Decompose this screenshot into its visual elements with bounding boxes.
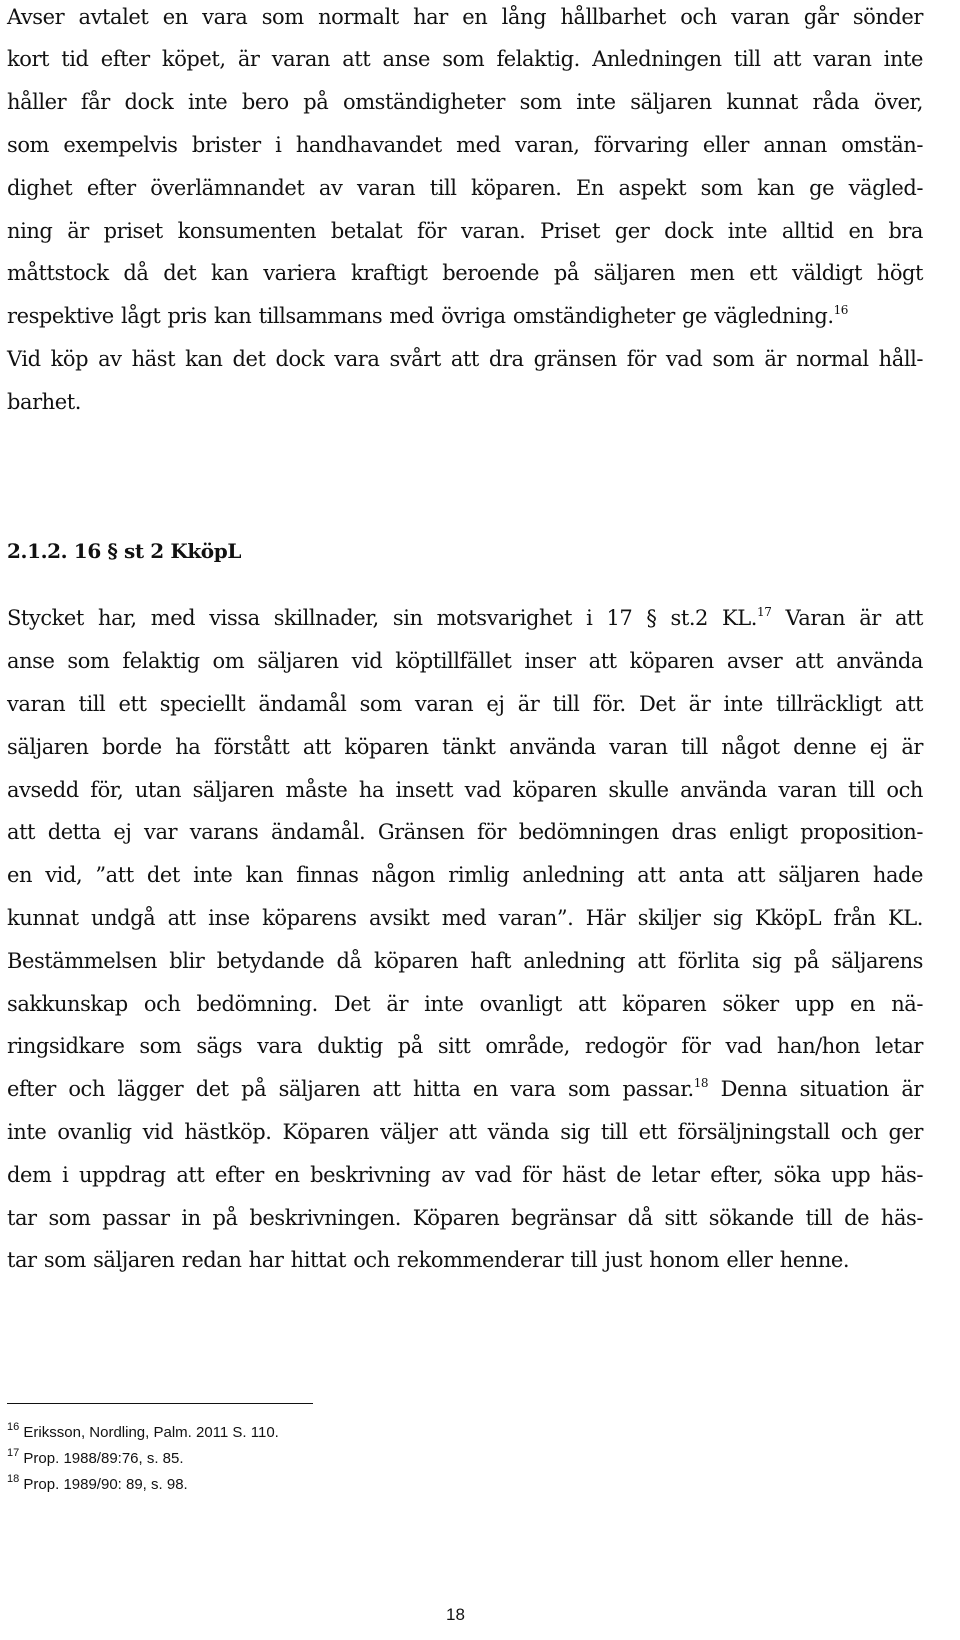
footnote	[7, 1449, 184, 1469]
text-line: sakkunskap och bedömning. Det är inte ovanligt att köparen söker upp en nä-	[7, 992, 923, 1016]
text-line: ringsidkare som sägs vara duktig på sitt område, redogör för vad han/hon letar	[7, 1034, 923, 1058]
footnote-number: 17	[7, 1447, 20, 1459]
text-line: dem i uppdrag att efter en beskrivning av vad för häst de letar efter, söka upp häs-	[7, 1163, 923, 1187]
text-line	[7, 604, 923, 632]
text-line: avsedd för, utan säljaren måste ha insett vad köparen skulle använda varan till och	[7, 778, 923, 802]
text-line	[7, 302, 923, 330]
footnote	[7, 1423, 279, 1443]
text-line: som exempelvis brister i handhavandet med varan, förvaring eller annan omstän-	[7, 133, 923, 157]
footnote-ref[interactable]: 18	[693, 1076, 709, 1090]
footnote-separator	[7, 1403, 313, 1404]
footnote-text: Eriksson, Nordling, Palm. 2011 S. 110.	[23, 1424, 279, 1441]
text-line: inte ovanlig vid hästköp. Köparen väljer att vända sig till ett försäljningstall och ger	[7, 1120, 923, 1144]
text-line: säljaren borde ha förstått att köparen tänkt använda varan till något denne ej är	[7, 735, 923, 759]
text-line: Bestämmelsen blir betydande då köparen haft anledning att förlita sig på säljarens	[7, 949, 923, 973]
footnote-text: Prop. 1989/90: 89, s. 98.	[23, 1476, 188, 1493]
section-heading: 2.1.2. 16 § st 2 KköpL	[7, 539, 241, 563]
footnote-number: 16	[7, 1421, 20, 1433]
page-number: 18	[446, 1605, 465, 1624]
text-span: Varan är att	[771, 606, 923, 630]
text-line: varan till ett speciellt ändamål som varan ej är till för. Det är inte tillräckligt att	[7, 692, 923, 716]
text-line: tar som säljaren redan har hittat och rekommenderar till just honom eller henne.	[7, 1248, 850, 1272]
text-span: Denna situation är	[708, 1077, 923, 1101]
text-line: tar som passar in på beskrivningen. Köparen begränsar då sitt sökande till de häs-	[7, 1206, 923, 1230]
text-line: ning är priset konsumenten betalat för varan. Priset ger dock inte alltid en bra	[7, 219, 923, 243]
text-line: Avser avtalet en vara som normalt har en lång hållbarhet och varan går sönder	[7, 5, 923, 29]
text-line: en vid, ”att det inte kan finnas någon rimlig anledning att anta att säljaren hade	[7, 863, 923, 887]
text-line: kunnat undgå att inse köparens avsikt med varan”. Här skiljer sig KköpL från KL.	[7, 906, 923, 930]
footnote-number: 18	[7, 1473, 20, 1485]
footnote	[7, 1475, 188, 1495]
footnote-ref[interactable]: 17	[757, 605, 772, 619]
text-span: Stycket har, med vissa skillnader, sin motsvarighet i 17 § st.2 KL.	[7, 606, 758, 630]
text-span: respektive lågt pris kan tillsammans med övriga omständigheter ge vägledning.	[7, 304, 834, 328]
text-line: håller får dock inte bero på omständigheter som inte säljaren kunnat råda över,	[7, 90, 923, 114]
text-line: att detta ej var varans ändamål. Gränsen för bedömningen dras enligt proposition-	[7, 820, 923, 844]
text-line: kort tid efter köpet, är varan att anse som felaktig. Anledningen till att varan inte	[7, 47, 923, 71]
text-line: anse som felaktig om säljaren vid köptillfället inser att köparen avser att använda	[7, 649, 923, 673]
footnote-text: Prop. 1988/89:76, s. 85.	[23, 1450, 184, 1467]
text-line: Vid köp av häst kan det dock vara svårt att dra gränsen för vad som är normal håll-	[7, 347, 923, 371]
text-line: barhet.	[7, 390, 81, 414]
footnote-ref[interactable]: 16	[833, 303, 848, 317]
text-line: måttstock då det kan variera kraftigt beroende på säljaren men ett väldigt högt	[7, 261, 923, 285]
text-line: dighet efter överlämnandet av varan till köparen. En aspekt som kan ge vägled-	[7, 176, 923, 200]
text-line	[7, 1075, 923, 1103]
text-span: efter och lägger det på säljaren att hitta en vara som passar.	[7, 1077, 694, 1101]
